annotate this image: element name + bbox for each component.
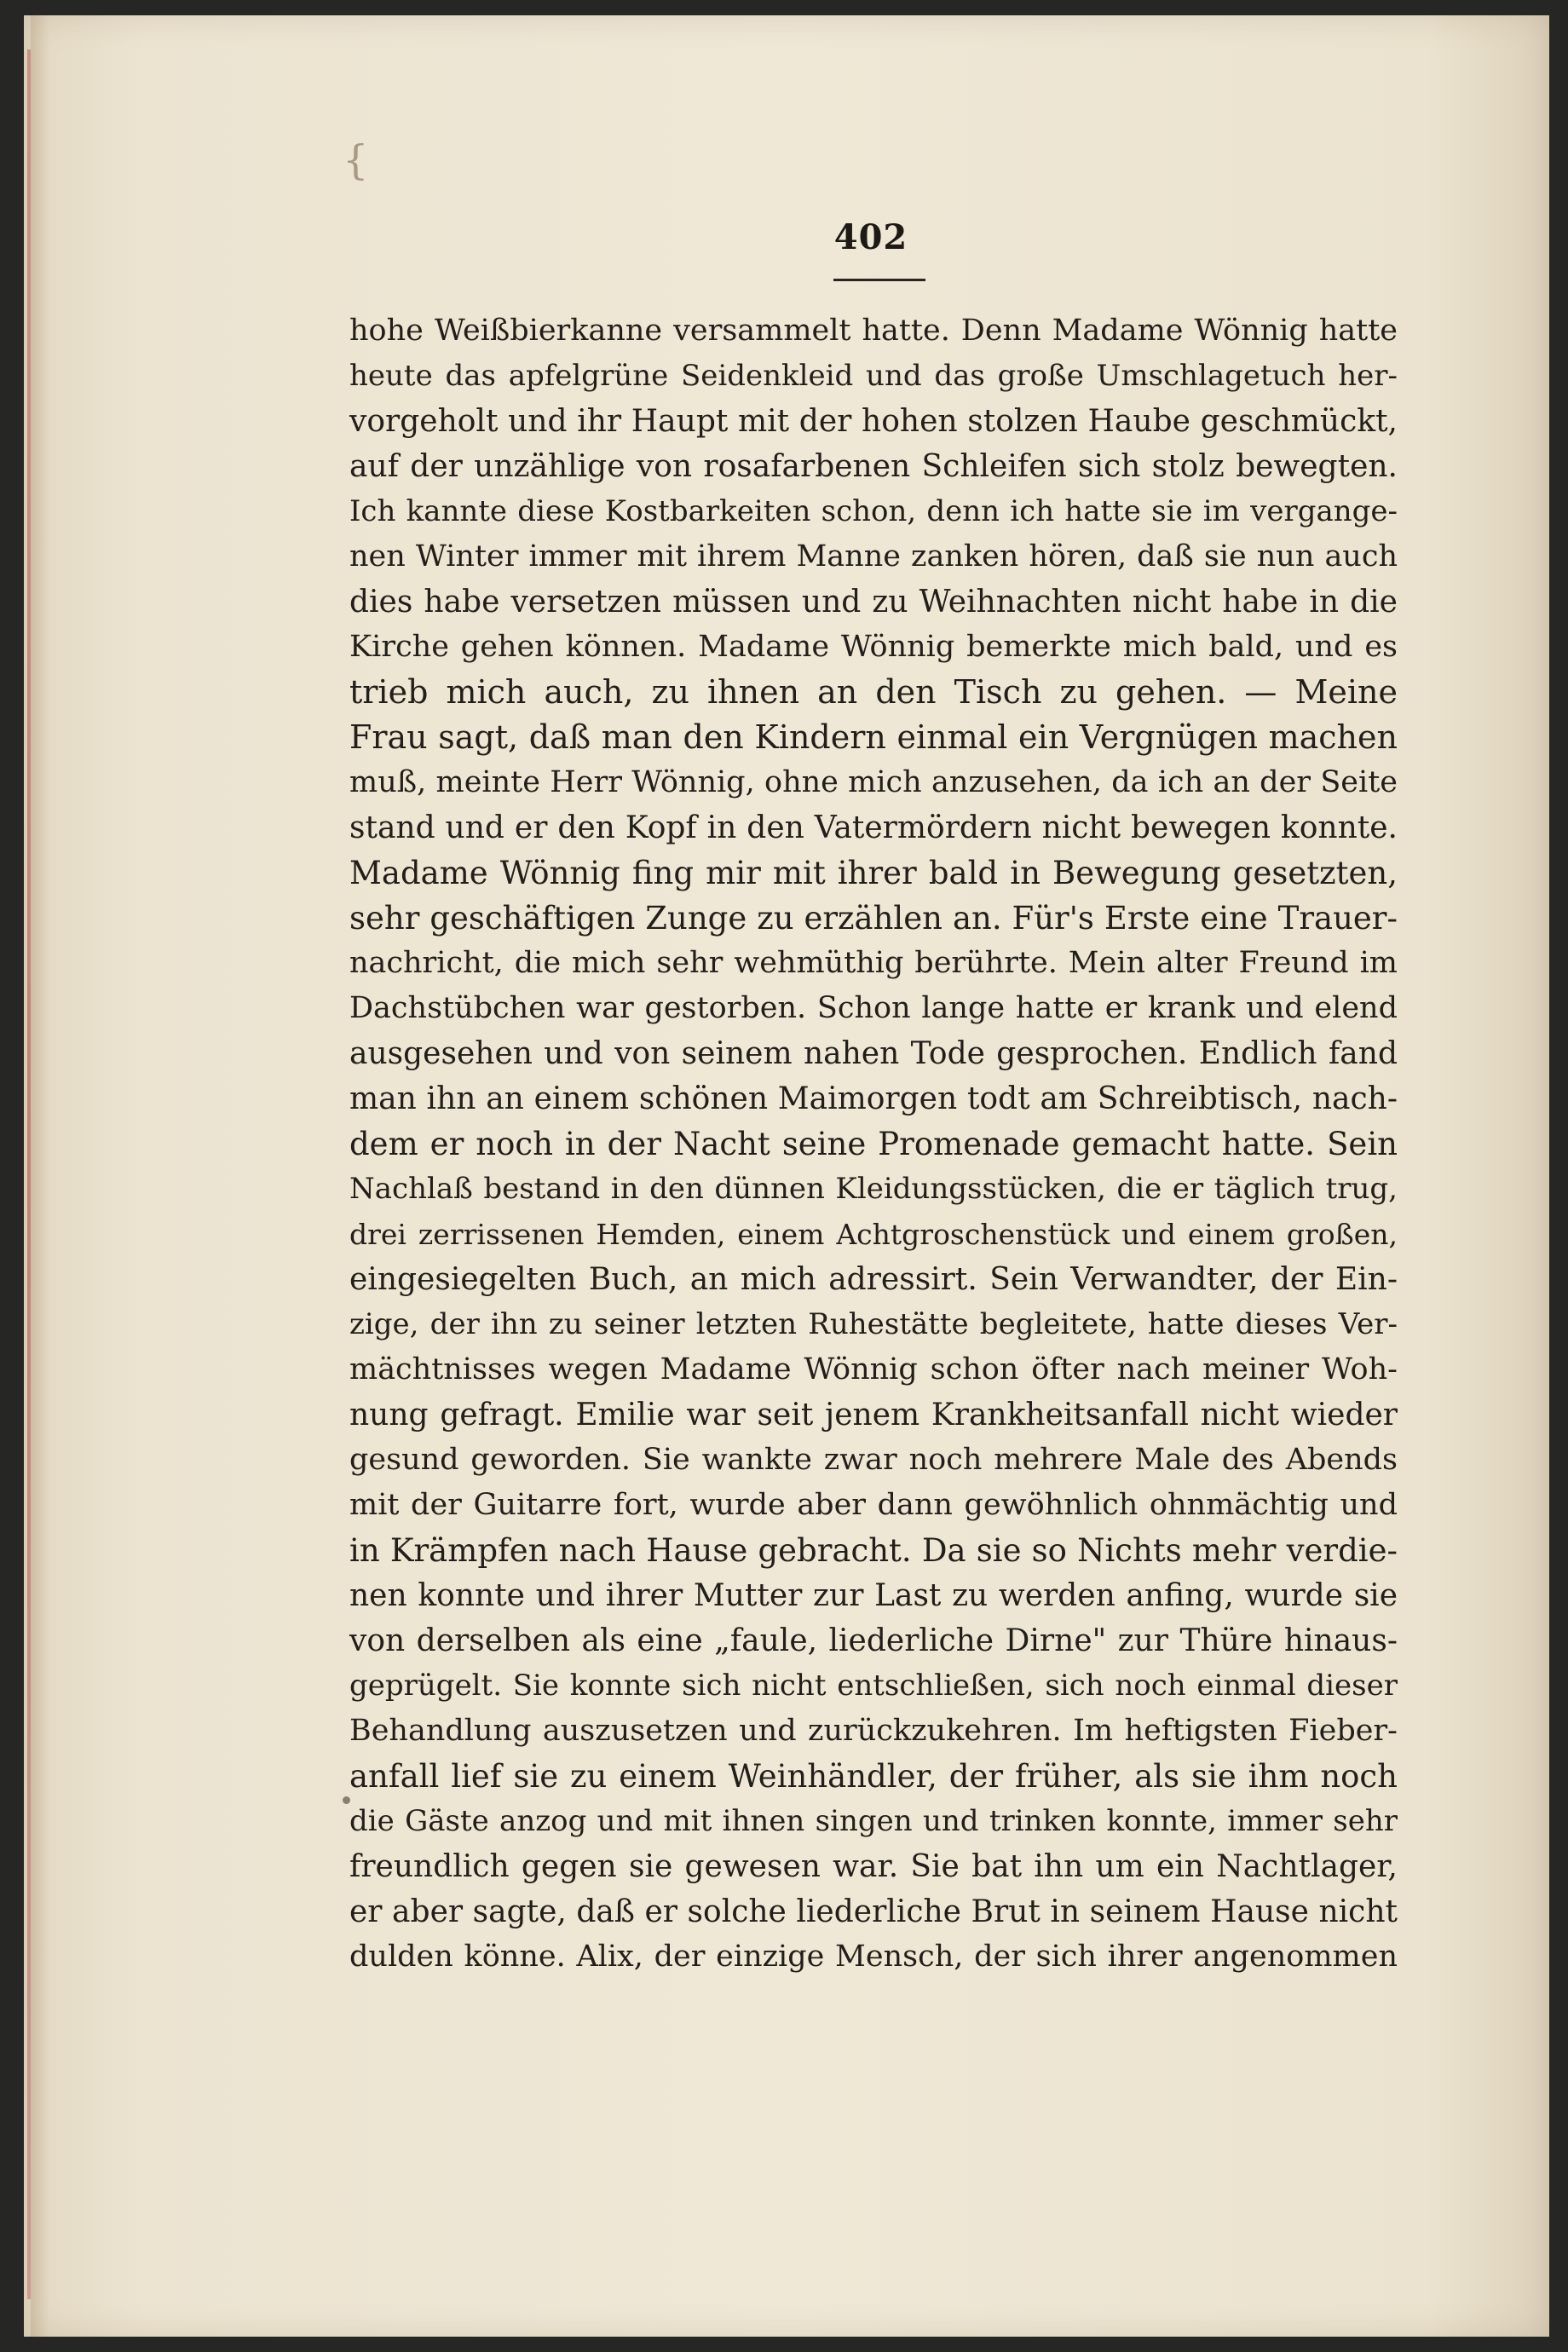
- text-line: nen konnte und ihrer Mutter zur Last zu werden anfing, wurde sie: [349, 1578, 1398, 1613]
- text-line: dem er noch in der Nacht seine Promenade gemacht hatte. Sein: [349, 1126, 1398, 1162]
- text-line: vorgeholt und ihr Haupt mit der hohen stolzen Haube geschmückt,: [349, 404, 1398, 439]
- text-line: trieb mich auch, zu ihnen an den Tisch zu gehen. — Meine: [349, 673, 1398, 711]
- text-line: gesund geworden. Sie wankte zwar noch mehrere Male des Abends: [349, 1443, 1398, 1477]
- text-line: geprügelt. Sie konnte sich nicht entschließen, sich noch einmal dieser: [349, 1669, 1398, 1703]
- text-line: mächtnisses wegen Madame Wönnig schon öfter nach meiner Woh-: [349, 1352, 1398, 1386]
- text-line: ausgesehen und von seinem nahen Tode gesprochen. Endlich fand: [349, 1036, 1398, 1071]
- text-line: sehr geschäftigen Zunge zu erzählen an. Für's Erste eine Trauer-: [349, 900, 1398, 937]
- text-line: drei zerrissenen Hemden, einem Achtgroschenstück und einem großen,: [349, 1218, 1398, 1251]
- page-number: 402: [833, 217, 908, 257]
- text-line: Ich kannte diese Kostbarkeiten schon, denn ich hatte sie im vergange-: [349, 494, 1398, 528]
- text-line: die Gäste anzog und mit ihnen singen und trinken konnte, immer sehr: [349, 1804, 1398, 1838]
- text-line: zige, der ihn zu seiner letzten Ruhestätte begleitete, hatte dieses Ver-: [349, 1307, 1398, 1341]
- text-line: Behandlung auszusetzen und zurückzukehren. Im heftigsten Fieber-: [349, 1714, 1398, 1748]
- red-page-edge: [27, 49, 31, 2299]
- text-line: nung gefragt. Emilie war seit jenem Krankheitsanfall nicht wieder: [349, 1398, 1398, 1433]
- text-line: er aber sagte, daß er solche liederliche Brut in seinem Hause nicht: [349, 1894, 1398, 1929]
- text-line: Kirche gehen können. Madame Wönnig bemerkte mich bald, und es: [349, 630, 1398, 664]
- margin-dot: [343, 1796, 350, 1804]
- text-line: man ihn an einem schönen Maimorgen todt am Schreibtisch, nach-: [349, 1081, 1398, 1116]
- body-text: [349, 308, 1398, 1980]
- text-line: auf der unzählige von rosafarbenen Schleifen sich stolz bewegten.: [349, 449, 1398, 484]
- text-line: nachricht, die mich sehr wehmüthig berührte. Mein alter Freund im: [349, 946, 1398, 980]
- text-line: nen Winter immer mit ihrem Manne zanken hören, daß sie nun auch: [349, 539, 1398, 574]
- text-line: hohe Weißbierkanne versammelt hatte. Denn Madame Wönnig hatte: [349, 314, 1398, 348]
- text-line: Madame Wönnig fing mir mit ihrer bald in Bewegung gesetzten,: [349, 855, 1398, 891]
- text-line: mit der Guitarre fort, wurde aber dann gewöhnlich ohnmächtig und: [349, 1488, 1398, 1522]
- text-line: eingesiegelten Buch, an mich adressirt. Sein Verwandter, der Ein-: [349, 1262, 1398, 1297]
- text-line: heute das apfelgrüne Seidenkleid und das große Umschlagetuch her-: [349, 359, 1398, 393]
- text-line: Dachstübchen war gestorben. Schon lange hatte er krank und elend: [349, 991, 1398, 1025]
- page-gutter-shadow: [31, 15, 49, 2337]
- text-line: muß, meinte Herr Wönnig, ohne mich anzusehen, da ich an der Seite: [349, 765, 1398, 799]
- text-line: Nachlaß bestand in den dünnen Kleidungsstücken, die er täglich trug,: [349, 1172, 1398, 1206]
- text-line: von derselben als eine „faule, liederliche Dirne" zur Thüre hinaus-: [349, 1623, 1398, 1658]
- text-line: anfall lief sie zu einem Weinhändler, der früher, als sie ihm noch: [349, 1758, 1398, 1795]
- text-line: freundlich gegen sie gewesen war. Sie bat ihn um ein Nachtlager,: [349, 1849, 1398, 1884]
- text-line: stand und er den Kopf in den Vatermördern nicht bewegen konnte.: [349, 810, 1398, 845]
- text-line: dulden könne. Alix, der einzige Mensch, der sich ihrer angenommen: [349, 1940, 1398, 1974]
- text-line: dies habe versetzen müssen und zu Weihnachten nicht habe in die: [349, 585, 1398, 620]
- margin-mark: {: [343, 136, 369, 184]
- header-rule: [833, 279, 925, 281]
- text-line: Frau sagt, daß man den Kindern einmal ein Vergnügen machen: [349, 718, 1398, 756]
- text-line: in Krämpfen nach Hause gebracht. Da sie so Nichts mehr verdie-: [349, 1532, 1398, 1569]
